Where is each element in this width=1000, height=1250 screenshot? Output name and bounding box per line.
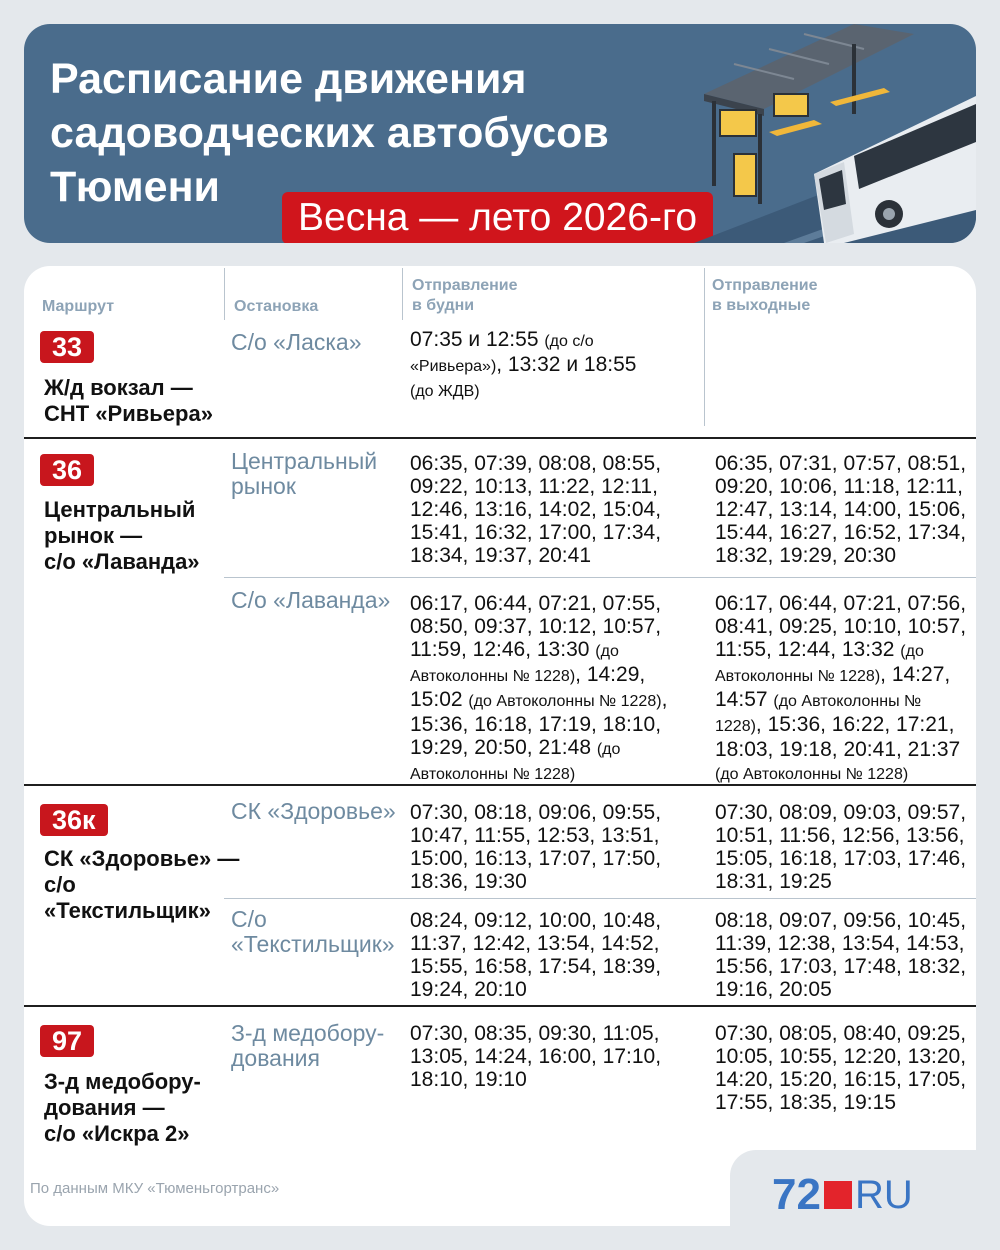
stop-name: С/о «Ласка» (231, 329, 362, 355)
route-name: З-д медобору- дования — с/о «Искра 2» (44, 1069, 201, 1146)
stop-name: СК «Здоровье» (231, 798, 396, 824)
column-header-stop: Остановка (234, 298, 319, 315)
header-banner (24, 24, 976, 243)
season-badge: Весна — лето 2026-го (282, 192, 713, 243)
route-name: Центральный рынок — с/о «Лаванда» (44, 497, 200, 574)
route-number-badge: 36 (40, 454, 94, 486)
route-name: Ж/д вокзал — СНТ «Ривьера» (44, 375, 213, 426)
weekday-times: 06:35, 07:39, 08:08, 08:55, 09:22, 10:13, 11:22, 12:11, 12:46, 13:16, 14:02, 15:04, 15:41, 16:32, 17:00, 17:34, 18:34, 19:37, 20:41 (410, 452, 662, 567)
site-logo[interactable] (772, 1172, 913, 1218)
weekend-times: 07:30, 08:09, 09:03, 09:57, 10:51, 11:56, 12:56, 13:56, 15:05, 16:18, 17:03, 17:46, 18:31, 19:25 (715, 801, 967, 893)
weekend-times: 07:30, 08:05, 08:40, 09:25, 10:05, 10:55, 12:20, 13:20, 14:20, 15:20, 16:15, 17:05, 17:55, 18:35, 19:15 (715, 1022, 967, 1114)
weekend-times: 06:17, 06:44, 07:21, 07:56, 08:41, 09:25, 10:10, 10:57, 11:55, 12:44, 13:32 (до Автоколонны № 1228), 14:27, 14:57 (до Автоколонны № 1228), 15:36, 16:22, 17:21, 18:03, 19:18, 20:41, 21:37 (до Автоколонны № 1228) (715, 592, 967, 783)
route-separator (24, 437, 976, 439)
column-separator (704, 268, 705, 426)
column-header-route: Маршрут (42, 298, 115, 315)
column-separator (402, 268, 403, 320)
column-separator (224, 268, 225, 320)
page-title: Расписание движения садоводческих автобусов Тюмени (50, 55, 609, 211)
column-header-weekday: Отправление в будни (412, 277, 518, 314)
weekend-times: 08:18, 09:07, 09:56, 10:45, 11:39, 12:38, 13:54, 14:53, 15:56, 17:03, 17:48, 18:32, 19:16, 20:05 (715, 909, 967, 1001)
logo-square-icon (824, 1181, 852, 1209)
weekday-times: 07:30, 08:18, 09:06, 09:55, 10:47, 11:55, 12:53, 13:51, 15:00, 16:13, 17:07, 17:50, 18:36, 19:30 (410, 801, 662, 893)
weekday-times: 07:30, 08:35, 09:30, 11:05, 13:05, 14:24, 16:00, 17:10, 18:10, 19:10 (410, 1022, 662, 1091)
weekday-times: 06:17, 06:44, 07:21, 07:55, 08:50, 09:37, 10:12, 10:57, 11:59, 12:46, 13:30 (до Автоколонны № 1228), 14:29, 15:02 (до Автоколонны № 1228), 15:36, 16:18, 17:19, 18:10, 19:29, 20:50, 21:48 (до Автоколонны № 1228) (410, 592, 668, 783)
stop-separator (224, 577, 976, 578)
logo-suffix: RU (854, 1173, 913, 1217)
stop-separator (224, 898, 976, 899)
stop-name: Центральный рынок (231, 448, 378, 499)
route-number-badge: 33 (40, 331, 94, 363)
weekend-times: 06:35, 07:31, 07:57, 08:51, 09:20, 10:06, 11:18, 12:11, 12:47, 13:14, 14:00, 15:06, 15:44, 16:27, 16:52, 17:34, 18:32, 19:29, 20:30 (715, 452, 967, 567)
column-header-weekend: Отправление в выходные (712, 277, 818, 314)
schedule-table (24, 266, 976, 1226)
source-note: По данным МКУ «Тюменьгортранс» (30, 1180, 280, 1197)
weekday-times: 07:35 и 12:55 (до с/о «Ривьера»), 13:32 и 18:55 (до ЖДВ) (410, 328, 637, 400)
stop-name: С/о «Текстильщик» (231, 906, 395, 957)
route-separator (24, 1005, 976, 1007)
route-number-badge: 36к (40, 804, 108, 836)
route-number-badge: 97 (40, 1025, 94, 1057)
bus-stop-illustration (654, 24, 976, 243)
route-name: СК «Здоровье» — с/о «Текстильщик» (44, 846, 240, 923)
logo-number: 72 (772, 1170, 821, 1219)
stop-name: З-д медобору- дования (231, 1020, 385, 1071)
weekday-times: 08:24, 09:12, 10:00, 10:48, 11:37, 12:42, 13:54, 14:52, 15:55, 16:58, 17:54, 18:39, 19:24, 20:10 (410, 909, 662, 1001)
stop-name: С/о «Лаванда» (231, 587, 391, 613)
